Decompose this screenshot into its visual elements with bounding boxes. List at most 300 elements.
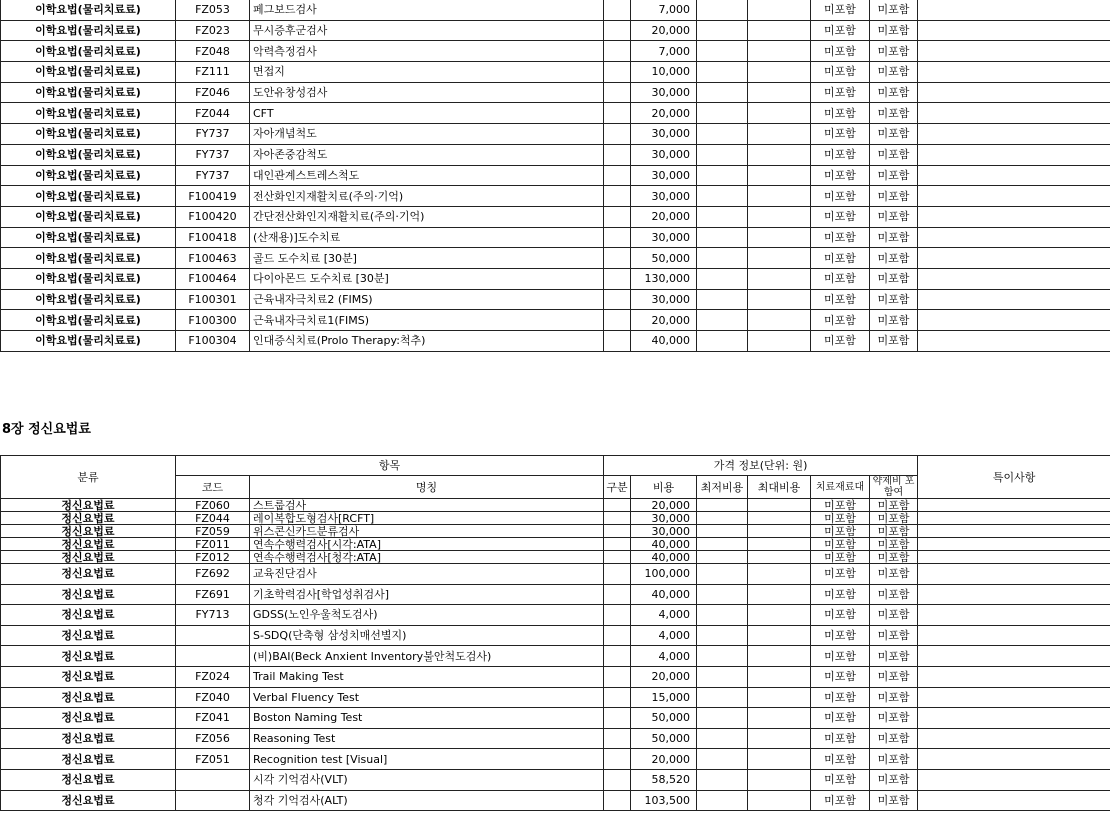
category-cell: 이학요법(물리치료료) (1, 289, 176, 310)
min-cost-cell (697, 248, 748, 269)
min-cost-cell (697, 538, 748, 551)
drug-cell: 미포함 (870, 666, 918, 687)
table-row (1, 186, 1110, 207)
code-cell: F100300 (176, 310, 250, 331)
price-cell: 40,000 (631, 584, 697, 605)
price-cell: 20,000 (631, 20, 697, 41)
name-cell: (비)BAI(Beck Anxient Inventory불안척도검사) (250, 646, 604, 667)
type-cell (604, 103, 631, 124)
code-cell (176, 769, 250, 790)
type-cell (604, 512, 631, 525)
drug-cell: 미포함 (870, 331, 918, 352)
min-cost-cell (697, 206, 748, 227)
code-cell: F100464 (176, 268, 250, 289)
name-cell: 위스콘신카드분류검사 (250, 525, 604, 538)
code-cell: FZ023 (176, 20, 250, 41)
name-cell: 청각 기억검사(ALT) (250, 790, 604, 811)
min-cost-cell (697, 82, 748, 103)
min-cost-cell (697, 124, 748, 145)
min-cost-cell (697, 62, 748, 83)
name-cell: CFT (250, 103, 604, 124)
max-cost-cell (748, 0, 811, 20)
code-cell: FZ041 (176, 708, 250, 729)
category-cell: 이학요법(물리치료료) (1, 0, 176, 20)
price-cell: 30,000 (631, 124, 697, 145)
price-cell: 30,000 (631, 165, 697, 186)
note-cell (918, 310, 1110, 331)
price-cell: 100,000 (631, 564, 697, 585)
drug-cell: 미포함 (870, 538, 918, 551)
max-cost-cell (748, 165, 811, 186)
type-cell (604, 268, 631, 289)
table-row (1, 564, 1110, 585)
material-cell: 미포함 (811, 790, 870, 811)
price-cell: 30,000 (631, 512, 697, 525)
note-cell (918, 331, 1110, 352)
name-cell: Reasoning Test (250, 728, 604, 749)
name-cell: 페그보드검사 (250, 0, 604, 20)
table-row (1, 144, 1110, 165)
table-row (1, 625, 1110, 646)
category-cell: 이학요법(물리치료료) (1, 227, 176, 248)
code-cell: FZ059 (176, 525, 250, 538)
name-cell: 레이복합도형검사[RCFT] (250, 512, 604, 525)
min-cost-cell (697, 790, 748, 811)
note-cell (918, 103, 1110, 124)
note-cell (918, 499, 1110, 512)
note-cell (918, 62, 1110, 83)
price-cell: 4,000 (631, 646, 697, 667)
name-cell: GDSS(노인우울척도검사) (250, 605, 604, 626)
table-row (1, 268, 1110, 289)
price-cell: 7,000 (631, 0, 697, 20)
table-row (1, 289, 1110, 310)
material-cell: 미포함 (811, 289, 870, 310)
fee-table-physiotherapy (0, 0, 1110, 352)
max-cost-cell (748, 790, 811, 811)
min-cost-cell (697, 525, 748, 538)
category-cell: 이학요법(물리치료료) (1, 20, 176, 41)
name-cell: 악력측정검사 (250, 41, 604, 62)
table-row (1, 310, 1110, 331)
table-row (1, 103, 1110, 124)
name-cell: 간단전산화인지재활치료(주의·기억) (250, 206, 604, 227)
drug-cell: 미포함 (870, 103, 918, 124)
material-cell: 미포함 (811, 728, 870, 749)
header-drug: 약제비 포함여 (870, 476, 918, 499)
note-cell (918, 666, 1110, 687)
min-cost-cell (697, 728, 748, 749)
code-cell: FZ053 (176, 0, 250, 20)
type-cell (604, 124, 631, 145)
name-cell: 자아존중감척도 (250, 144, 604, 165)
category-cell: 정신요법료 (1, 666, 176, 687)
note-cell (918, 646, 1110, 667)
max-cost-cell (748, 289, 811, 310)
note-cell (918, 564, 1110, 585)
material-cell: 미포함 (811, 206, 870, 227)
name-cell: 기초학력검사[학업성취검사] (250, 584, 604, 605)
code-cell: FZ046 (176, 82, 250, 103)
price-cell: 40,000 (631, 331, 697, 352)
price-cell: 103,500 (631, 790, 697, 811)
name-cell: 인대증식치료(Prolo Therapy:척추) (250, 331, 604, 352)
type-cell (604, 289, 631, 310)
note-cell (918, 165, 1110, 186)
name-cell: 면접지 (250, 62, 604, 83)
material-cell: 미포함 (811, 564, 870, 585)
table-row (1, 82, 1110, 103)
material-cell: 미포함 (811, 666, 870, 687)
table-row (1, 62, 1110, 83)
min-cost-cell (697, 0, 748, 20)
code-cell: F100420 (176, 206, 250, 227)
code-cell: FZ691 (176, 584, 250, 605)
code-cell: FZ024 (176, 666, 250, 687)
type-cell (604, 728, 631, 749)
material-cell: 미포함 (811, 124, 870, 145)
code-cell: FY713 (176, 605, 250, 626)
note-cell (918, 512, 1110, 525)
material-cell: 미포함 (811, 103, 870, 124)
code-cell: FY737 (176, 124, 250, 145)
drug-cell: 미포함 (870, 227, 918, 248)
category-cell: 정신요법료 (1, 708, 176, 729)
name-cell: Boston Naming Test (250, 708, 604, 729)
material-cell: 미포함 (811, 512, 870, 525)
min-cost-cell (697, 625, 748, 646)
max-cost-cell (748, 584, 811, 605)
price-cell: 20,000 (631, 499, 697, 512)
min-cost-cell (697, 512, 748, 525)
price-cell: 20,000 (631, 310, 697, 331)
min-cost-cell (697, 268, 748, 289)
code-cell: FZ060 (176, 499, 250, 512)
drug-cell: 미포함 (870, 646, 918, 667)
material-cell: 미포함 (811, 625, 870, 646)
table-row (1, 728, 1110, 749)
name-cell: 무시증후군검사 (250, 20, 604, 41)
material-cell: 미포함 (811, 538, 870, 551)
name-cell: 전산화인지재활치료(주의·기억) (250, 186, 604, 207)
table-row (1, 20, 1110, 41)
min-cost-cell (697, 144, 748, 165)
note-cell (918, 0, 1110, 20)
max-cost-cell (748, 248, 811, 269)
max-cost-cell (748, 82, 811, 103)
drug-cell: 미포함 (870, 625, 918, 646)
code-cell: FZ011 (176, 538, 250, 551)
max-cost-cell (748, 749, 811, 770)
price-cell: 4,000 (631, 625, 697, 646)
drug-cell: 미포함 (870, 144, 918, 165)
header-row-top (1, 456, 1110, 476)
max-cost-cell (748, 186, 811, 207)
max-cost-cell (748, 708, 811, 729)
material-cell: 미포함 (811, 708, 870, 729)
note-cell (918, 268, 1110, 289)
max-cost-cell (748, 499, 811, 512)
section-title: 8장 정신요법료 (2, 422, 91, 437)
category-cell: 정신요법료 (1, 584, 176, 605)
max-cost-cell (748, 625, 811, 646)
code-cell: FZ051 (176, 749, 250, 770)
min-cost-cell (697, 331, 748, 352)
name-cell: 교육진단검사 (250, 564, 604, 585)
material-cell: 미포함 (811, 82, 870, 103)
type-cell (604, 605, 631, 626)
drug-cell: 미포함 (870, 82, 918, 103)
type-cell (604, 625, 631, 646)
category-cell: 정신요법료 (1, 646, 176, 667)
drug-cell: 미포함 (870, 62, 918, 83)
table-row (1, 551, 1110, 564)
type-cell (604, 227, 631, 248)
table-row (1, 666, 1110, 687)
drug-cell: 미포함 (870, 708, 918, 729)
category-cell: 정신요법료 (1, 769, 176, 790)
note-cell (918, 769, 1110, 790)
note-cell (918, 625, 1110, 646)
max-cost-cell (748, 666, 811, 687)
category-cell: 정신요법료 (1, 749, 176, 770)
code-cell: FZ111 (176, 62, 250, 83)
max-cost-cell (748, 538, 811, 551)
material-cell: 미포함 (811, 186, 870, 207)
drug-cell: 미포함 (870, 512, 918, 525)
code-cell (176, 646, 250, 667)
type-cell (604, 666, 631, 687)
price-cell: 50,000 (631, 708, 697, 729)
code-cell: F100419 (176, 186, 250, 207)
table-row (1, 538, 1110, 551)
type-cell (604, 20, 631, 41)
max-cost-cell (748, 525, 811, 538)
type-cell (604, 186, 631, 207)
material-cell: 미포함 (811, 165, 870, 186)
min-cost-cell (697, 20, 748, 41)
category-cell: 이학요법(물리치료료) (1, 124, 176, 145)
min-cost-cell (697, 605, 748, 626)
price-cell: 40,000 (631, 538, 697, 551)
category-cell: 정신요법료 (1, 605, 176, 626)
table-row (1, 708, 1110, 729)
drug-cell: 미포함 (870, 499, 918, 512)
note-cell (918, 20, 1110, 41)
min-cost-cell (697, 666, 748, 687)
price-cell: 20,000 (631, 206, 697, 227)
note-cell (918, 790, 1110, 811)
type-cell (604, 708, 631, 729)
type-cell (604, 790, 631, 811)
price-cell: 30,000 (631, 525, 697, 538)
drug-cell: 미포함 (870, 124, 918, 145)
drug-cell: 미포함 (870, 248, 918, 269)
category-cell: 정신요법료 (1, 728, 176, 749)
price-cell: 30,000 (631, 289, 697, 310)
max-cost-cell (748, 512, 811, 525)
type-cell (604, 82, 631, 103)
drug-cell: 미포함 (870, 525, 918, 538)
price-cell: 4,000 (631, 605, 697, 626)
type-cell (604, 206, 631, 227)
note-cell (918, 227, 1110, 248)
drug-cell: 미포함 (870, 728, 918, 749)
max-cost-cell (748, 268, 811, 289)
category-cell: 정신요법료 (1, 625, 176, 646)
min-cost-cell (697, 551, 748, 564)
material-cell: 미포함 (811, 310, 870, 331)
price-cell: 20,000 (631, 666, 697, 687)
note-cell (918, 82, 1110, 103)
header-category: 분류 (1, 456, 176, 499)
type-cell (604, 248, 631, 269)
material-cell: 미포함 (811, 227, 870, 248)
code-cell (176, 790, 250, 811)
min-cost-cell (697, 103, 748, 124)
code-cell: FY737 (176, 144, 250, 165)
material-cell: 미포함 (811, 551, 870, 564)
min-cost-cell (697, 289, 748, 310)
note-cell (918, 749, 1110, 770)
category-cell: 이학요법(물리치료료) (1, 144, 176, 165)
name-cell: 시각 기억검사(VLT) (250, 769, 604, 790)
price-cell: 50,000 (631, 248, 697, 269)
code-cell: FZ044 (176, 512, 250, 525)
table-row (1, 165, 1110, 186)
header-type: 구분 (604, 476, 631, 499)
drug-cell: 미포함 (870, 769, 918, 790)
category-cell: 이학요법(물리치료료) (1, 103, 176, 124)
drug-cell: 미포함 (870, 186, 918, 207)
material-cell: 미포함 (811, 499, 870, 512)
note-cell (918, 144, 1110, 165)
table-row (1, 227, 1110, 248)
max-cost-cell (748, 331, 811, 352)
code-cell: FZ040 (176, 687, 250, 708)
header-note: 특이사항 (918, 456, 1110, 499)
max-cost-cell (748, 206, 811, 227)
drug-cell: 미포함 (870, 605, 918, 626)
drug-cell: 미포함 (870, 41, 918, 62)
code-cell: FZ048 (176, 41, 250, 62)
name-cell: 자아개념척도 (250, 124, 604, 145)
note-cell (918, 41, 1110, 62)
category-cell: 이학요법(물리치료료) (1, 310, 176, 331)
table-row (1, 206, 1110, 227)
category-cell: 정신요법료 (1, 564, 176, 585)
table-row (1, 769, 1110, 790)
type-cell (604, 538, 631, 551)
category-cell: 정신요법료 (1, 538, 176, 551)
name-cell: 도안유창성검사 (250, 82, 604, 103)
price-cell: 7,000 (631, 41, 697, 62)
table-row (1, 124, 1110, 145)
material-cell: 미포함 (811, 525, 870, 538)
min-cost-cell (697, 165, 748, 186)
name-cell: S-SDQ(단축형 삼성치매선별지) (250, 625, 604, 646)
material-cell: 미포함 (811, 41, 870, 62)
type-cell (604, 41, 631, 62)
note-cell (918, 206, 1110, 227)
table-row (1, 525, 1110, 538)
note-cell (918, 525, 1110, 538)
name-cell: (산재용)]도수치료 (250, 227, 604, 248)
code-cell: F100463 (176, 248, 250, 269)
type-cell (604, 646, 631, 667)
name-cell: 근육내자극치료2 (FIMS) (250, 289, 604, 310)
type-cell (604, 165, 631, 186)
note-cell (918, 289, 1110, 310)
code-cell: F100418 (176, 227, 250, 248)
code-cell: FZ044 (176, 103, 250, 124)
min-cost-cell (697, 310, 748, 331)
type-cell (604, 310, 631, 331)
min-cost-cell (697, 708, 748, 729)
drug-cell: 미포함 (870, 20, 918, 41)
category-cell: 이학요법(물리치료료) (1, 268, 176, 289)
name-cell: 대인관계스트레스척도 (250, 165, 604, 186)
table-row (1, 790, 1110, 811)
category-cell: 이학요법(물리치료료) (1, 62, 176, 83)
category-cell: 이학요법(물리치료료) (1, 82, 176, 103)
name-cell: Verbal Fluency Test (250, 687, 604, 708)
header-max-cost: 최대비용 (748, 476, 811, 499)
table-row (1, 499, 1110, 512)
material-cell: 미포함 (811, 62, 870, 83)
max-cost-cell (748, 564, 811, 585)
type-cell (604, 769, 631, 790)
type-cell (604, 525, 631, 538)
code-cell: FZ056 (176, 728, 250, 749)
max-cost-cell (748, 646, 811, 667)
price-cell: 30,000 (631, 227, 697, 248)
type-cell (604, 687, 631, 708)
table-row (1, 248, 1110, 269)
type-cell (604, 564, 631, 585)
max-cost-cell (748, 227, 811, 248)
min-cost-cell (697, 186, 748, 207)
note-cell (918, 124, 1110, 145)
min-cost-cell (697, 41, 748, 62)
drug-cell: 미포함 (870, 289, 918, 310)
max-cost-cell (748, 103, 811, 124)
drug-cell: 미포함 (870, 790, 918, 811)
material-cell: 미포함 (811, 584, 870, 605)
drug-cell: 미포함 (870, 749, 918, 770)
type-cell (604, 0, 631, 20)
fee-table-psychotherapy (0, 455, 1110, 811)
price-cell: 50,000 (631, 728, 697, 749)
header-price-info: 가격 정보(단위: 원) (604, 456, 918, 476)
max-cost-cell (748, 41, 811, 62)
name-cell: 근육내자극치료1(FIMS) (250, 310, 604, 331)
category-cell: 정신요법료 (1, 551, 176, 564)
material-cell: 미포함 (811, 0, 870, 20)
price-cell: 20,000 (631, 103, 697, 124)
note-cell (918, 538, 1110, 551)
table-row (1, 605, 1110, 626)
header-material: 치료재료대 (811, 476, 870, 499)
material-cell: 미포함 (811, 331, 870, 352)
max-cost-cell (748, 769, 811, 790)
category-cell: 이학요법(물리치료료) (1, 248, 176, 269)
code-cell: F100301 (176, 289, 250, 310)
min-cost-cell (697, 227, 748, 248)
name-cell: 연속수행력검사[청각:ATA] (250, 551, 604, 564)
type-cell (604, 331, 631, 352)
price-cell: 20,000 (631, 749, 697, 770)
